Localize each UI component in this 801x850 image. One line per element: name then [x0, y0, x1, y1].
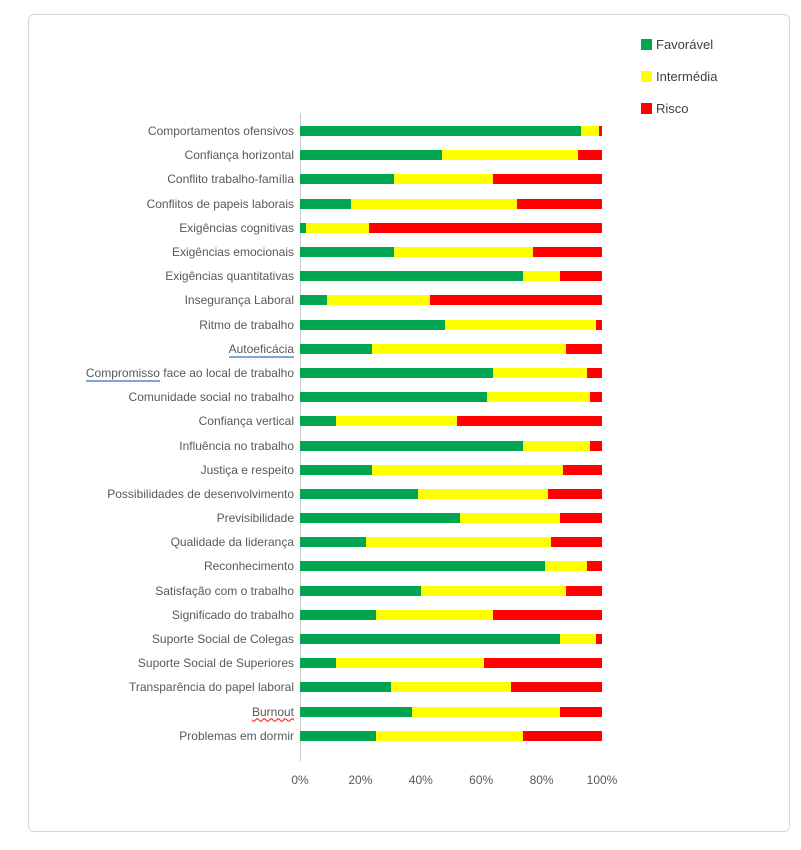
chart-row [39, 506, 601, 530]
bar-track [300, 344, 602, 354]
bar-segment-favoravel [300, 682, 391, 692]
bar-segment-intermedia [391, 682, 512, 692]
bar-segment-favoravel [300, 126, 581, 136]
bar-segment-risco [596, 634, 602, 644]
bar-segment-risco [596, 320, 602, 330]
bar-segment-risco [533, 247, 602, 257]
chart-row [39, 603, 601, 627]
x-axis-tick: 100% [586, 773, 618, 787]
category-label: Conflitos de papeis laborais [146, 196, 294, 211]
bar-segment-risco [590, 441, 602, 451]
bar-segment-risco [551, 537, 602, 547]
x-axis-tick: 80% [529, 773, 554, 787]
bar-segment-risco [563, 465, 602, 475]
chart-row [39, 530, 601, 554]
category-label: Ritmo de trabalho [199, 317, 294, 332]
bar-segment-favoravel [300, 271, 523, 281]
category-label: Conflito trabalho-família [167, 172, 294, 187]
bar-segment-favoravel [300, 295, 327, 305]
x-axis-tick: 60% [469, 773, 494, 787]
bar-segment-risco [587, 561, 602, 571]
x-axis-tick: 20% [348, 773, 373, 787]
chart-row [39, 143, 601, 167]
bar-segment-favoravel [300, 368, 493, 378]
x-axis-tick: 0% [291, 773, 309, 787]
legend-item-risco [641, 101, 717, 116]
bar-segment-favoravel [300, 441, 523, 451]
chart-row [39, 433, 601, 457]
bar-segment-risco [457, 416, 602, 426]
chart-row [39, 458, 601, 482]
bar-segment-intermedia [421, 586, 566, 596]
bar-segment-risco [517, 199, 602, 209]
bar-segment-risco [578, 150, 602, 160]
category-label: Satisfação com o trabalho [155, 583, 294, 598]
chart-row [39, 482, 601, 506]
legend-label-risco: Risco [656, 101, 689, 116]
chart-row [39, 264, 601, 288]
bar-track [300, 489, 602, 499]
category-label: Exigências emocionais [171, 245, 294, 260]
bar-track [300, 247, 602, 257]
legend-swatch-favoravel-icon [641, 39, 652, 50]
category-label: Qualidade da liderança [170, 535, 294, 550]
bar-segment-intermedia [487, 392, 590, 402]
bar-track [300, 150, 602, 160]
bar-segment-favoravel [300, 610, 376, 620]
bar-segment-risco [566, 344, 602, 354]
chart-row [39, 651, 601, 675]
chart-row [39, 216, 601, 240]
bar-segment-risco [523, 731, 602, 741]
bar-segment-favoravel [300, 199, 351, 209]
bar-segment-intermedia [523, 271, 559, 281]
bar-track [300, 126, 602, 136]
chart-row [39, 240, 601, 264]
bar-segment-favoravel [300, 344, 372, 354]
bar-segment-risco [484, 658, 602, 668]
bar-segment-favoravel [300, 634, 560, 644]
bar-segment-risco [511, 682, 602, 692]
bar-segment-favoravel [300, 707, 412, 717]
bar-track [300, 634, 602, 644]
bar-segment-intermedia [376, 610, 494, 620]
bar-segment-favoravel [300, 513, 460, 523]
bar-segment-favoravel [300, 150, 442, 160]
bar-segment-intermedia [545, 561, 587, 571]
category-label: Justiça e respeito [200, 462, 294, 477]
bar-segment-favoravel [300, 416, 336, 426]
bar-rows [39, 119, 601, 748]
chart-row [39, 627, 601, 651]
category-label: Reconhecimento [203, 559, 294, 574]
bar-track [300, 731, 602, 741]
chart-row [39, 675, 601, 699]
bar-segment-risco [587, 368, 602, 378]
bar-segment-favoravel [300, 320, 445, 330]
category-label: Influência no trabalho [179, 438, 294, 453]
chart-row [39, 337, 601, 361]
category-label: Exigências cognitivas [179, 220, 294, 235]
chart-legend [641, 37, 717, 116]
category-label: Significado do trabalho [171, 607, 294, 622]
bar-segment-intermedia [327, 295, 430, 305]
category-label: Transparência do papel laboral [129, 680, 294, 695]
chart-row [39, 313, 601, 337]
bar-segment-risco [493, 174, 602, 184]
category-label: Exigências quantitativas [165, 269, 294, 284]
bar-segment-favoravel [300, 174, 394, 184]
category-label: Comunidade social no trabalho [128, 390, 294, 405]
bar-track [300, 223, 602, 233]
chart-row [39, 724, 601, 748]
bar-track [300, 320, 602, 330]
chart-row [39, 409, 601, 433]
chart-row [39, 385, 601, 409]
legend-swatch-intermedia-icon [641, 71, 652, 82]
category-label: Suporte Social de Colegas [151, 632, 294, 647]
chart-row [39, 119, 601, 143]
bar-track [300, 513, 602, 523]
bar-track [300, 368, 602, 378]
category-label: Suporte Social de Superiores [137, 656, 294, 671]
category-label: Confiança horizontal [184, 148, 294, 163]
bar-track [300, 416, 602, 426]
bar-segment-favoravel [300, 392, 487, 402]
bar-track [300, 465, 602, 475]
bar-track [300, 561, 602, 571]
bar-segment-risco [430, 295, 602, 305]
bar-track [300, 658, 602, 668]
bar-segment-favoravel [300, 489, 418, 499]
legend-item-favoravel [641, 37, 717, 52]
bar-track [300, 707, 602, 717]
x-axis-tick: 40% [408, 773, 433, 787]
bar-track [300, 610, 602, 620]
bar-segment-intermedia [412, 707, 560, 717]
bar-segment-risco [493, 610, 602, 620]
chart-row [39, 361, 601, 385]
chart-row [39, 192, 601, 216]
bar-track [300, 295, 602, 305]
chart-row [39, 167, 601, 191]
x-axis-tick-labels [291, 773, 618, 789]
legend-label-favoravel: Favorável [656, 37, 714, 52]
category-label: Autoeficácia [228, 341, 294, 356]
bar-segment-intermedia [306, 223, 369, 233]
chart-row [39, 700, 601, 724]
bar-segment-favoravel [300, 731, 376, 741]
bar-segment-intermedia [493, 368, 587, 378]
bar-segment-intermedia [336, 416, 457, 426]
category-label: Burnout [251, 704, 294, 719]
category-label: Confiança vertical [198, 414, 294, 429]
bar-track [300, 199, 602, 209]
bar-segment-intermedia [581, 126, 599, 136]
category-label: Previsibilidade [216, 511, 294, 526]
bar-segment-intermedia [418, 489, 548, 499]
bar-segment-favoravel [300, 561, 545, 571]
bar-segment-intermedia [394, 174, 494, 184]
bar-segment-intermedia [351, 199, 517, 209]
bar-segment-favoravel [300, 586, 421, 596]
bar-segment-favoravel [300, 247, 394, 257]
bar-segment-risco [548, 489, 602, 499]
chart-row [39, 579, 601, 603]
category-label: Compromisso face ao local de trabalho [85, 365, 294, 380]
bar-track [300, 537, 602, 547]
bar-segment-favoravel [300, 465, 372, 475]
bar-track [300, 586, 602, 596]
chart-container [28, 14, 790, 832]
bar-segment-intermedia [372, 344, 565, 354]
bar-segment-favoravel [300, 658, 336, 668]
chart-row [39, 288, 601, 312]
bar-segment-risco [590, 392, 602, 402]
bar-segment-intermedia [372, 465, 562, 475]
bar-segment-favoravel [300, 537, 366, 547]
category-label: Possibilidades de desenvolvimento [107, 486, 294, 501]
chart-row [39, 554, 601, 578]
bar-segment-risco [599, 126, 602, 136]
category-label: Problemas em dormir [179, 728, 294, 743]
bar-track [300, 174, 602, 184]
bar-track [300, 392, 602, 402]
bar-track [300, 271, 602, 281]
bar-segment-intermedia [442, 150, 578, 160]
bar-segment-risco [560, 707, 602, 717]
bar-track [300, 682, 602, 692]
bar-segment-intermedia [445, 320, 596, 330]
legend-swatch-risco-icon [641, 103, 652, 114]
category-label: Comportamentos ofensivos [147, 124, 294, 139]
legend-item-intermedia [641, 69, 717, 84]
bar-segment-risco [560, 513, 602, 523]
category-label: Insegurança Laboral [184, 293, 294, 308]
bar-segment-intermedia [460, 513, 560, 523]
bar-segment-risco [566, 586, 602, 596]
bar-segment-intermedia [366, 537, 550, 547]
bar-segment-intermedia [336, 658, 484, 668]
bar-segment-risco [560, 271, 602, 281]
bar-segment-intermedia [394, 247, 533, 257]
bar-segment-intermedia [376, 731, 524, 741]
legend-label-intermedia: Intermédia [656, 69, 718, 84]
bar-segment-intermedia [560, 634, 596, 644]
bar-track [300, 441, 602, 451]
bar-segment-risco [369, 223, 602, 233]
bar-segment-intermedia [523, 441, 589, 451]
